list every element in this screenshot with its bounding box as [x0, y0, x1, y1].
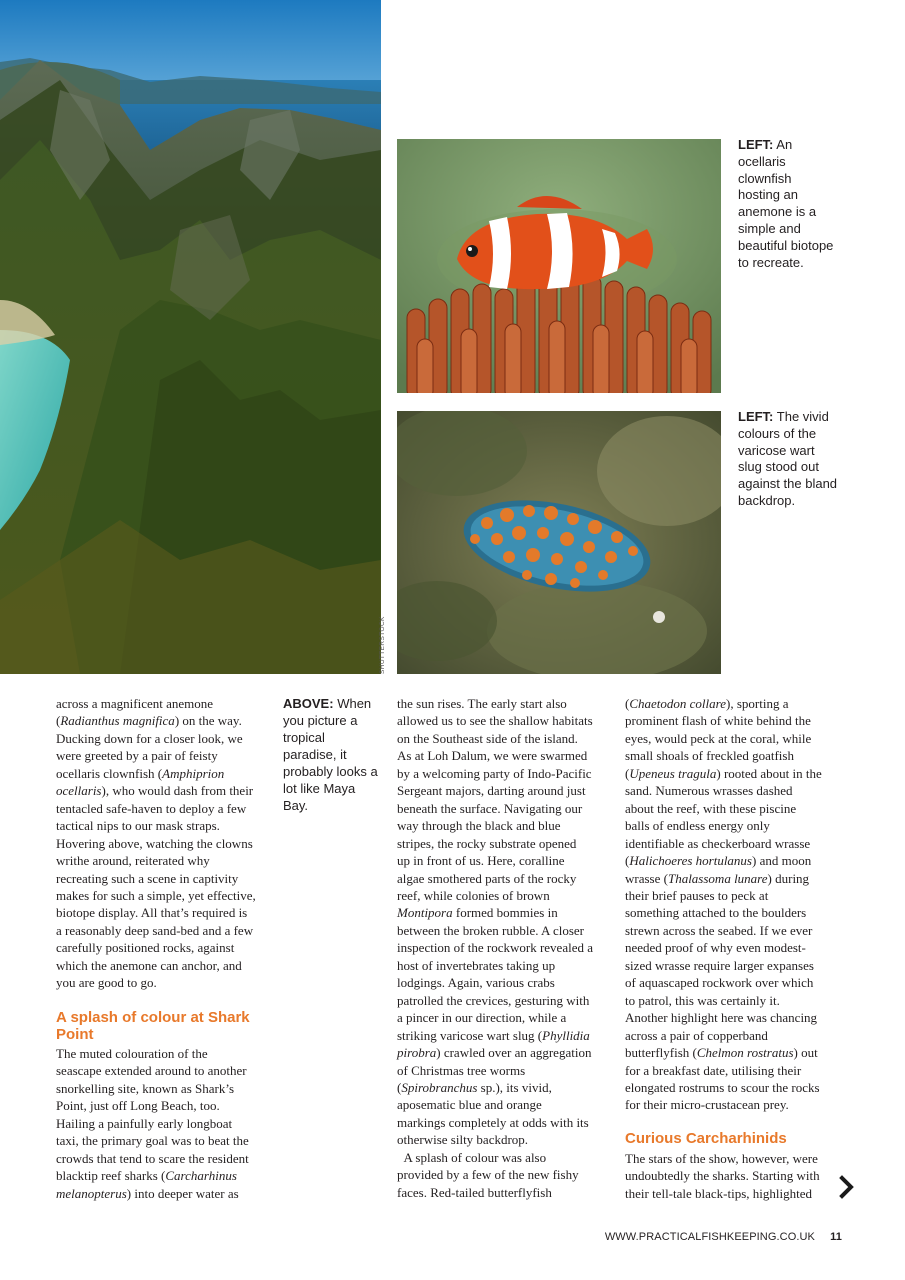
clownfish-photo — [397, 139, 721, 393]
above-caption — [283, 695, 379, 814]
subheading-carcharhinids: Curious Carcharhinids — [625, 1130, 787, 1147]
body-column-1 — [56, 695, 270, 992]
page-footer — [605, 1231, 842, 1243]
body-column-3 — [397, 695, 611, 1201]
chevron-right-icon — [838, 1175, 856, 1199]
body-paragraph: the sun rises. The early start also allowed us to see the shallow habitats on the Southeast side of the island. As at Loh Dalum, we were swarmed by a welcoming party of Indo-Pacific Sergeant majors, darting around just beneath the surface. Navigating our way through the black and blue stripes, the rocky substrate opened up in front of us. Here, coralline algae smothered parts of the rocky reef, while colonies of brown Montipora formed bommies in between the broken rubble. A closer inspection of the rockwork revealed a host of invertebrates taking up lodgings. Again, various crabs patrolled the crevices, gesturing with a pincer in our direction, while a striking varicose wart slug (Phyllidia pirobra) crawled over an aggregation of Christmas tree worms (Spirobranchus sp.), its vivid, aposematic blue and orange markings completely at odds with its otherwise silty backdrop. A splash of colour was also provided by a few of the new fishy faces. Red-tailed butterflyfish — [397, 696, 594, 1200]
body-paragraph: (Chaetodon collare), sporting a prominent flash of white behind the eyes, would peck at the coral, while small shoals of freckled goatfish (Upeneus tragula) rooted about in the sand. Numerous wrasses dashed about the reef, with these piscine balls of endless energy only identifiable as checkerboard wrasse (Halichoeres hortulanus) and moon wrasse (Thalassoma lunare) during their brief pauses to peck at something attached to the boulders strewn across the seabed. If we ever needed proof of why even modest- sized wrasse require larger expanses of aquascaped rockwork over which to patrol, this was certainly it. Another highlight here was chancing across a pair of copperband butterflyfish (Chelmon rostratus) out for a breakfast date, utilising their elongated rostrums to scour the rocks for their micro-crustacean prey. — [625, 696, 822, 1113]
body-column-1-continued — [56, 1045, 270, 1202]
page-number: 11 — [830, 1231, 842, 1243]
body-column-4 — [625, 695, 839, 1114]
subheading-shark-point: A splash of colour at Shark Point — [56, 1009, 250, 1043]
maya-bay-aerial-photo — [0, 0, 381, 674]
wart-slug-caption — [738, 409, 838, 510]
body-paragraph: across a magnificent anemone (Radianthus magnifica) on the way. Ducking down for a closer look, we were greeted by a pair of feisty ocellaris clownfish (Amphiprion ocellaris), who would dash from their tentacled safe-haven to deploy a few tactical nips to our mask straps. Hovering above, watching the clowns writhe around, reiterated why recreating such a scene in captivity makes for such a simple, yet effective, biotope display. All that’s required is a reasonably deep sand-bed and a few carefully positioned rocks, against which the anemone can anchor, and you are good to go. — [56, 696, 256, 991]
wart-slug-photo — [397, 411, 721, 674]
body-paragraph: The muted colouration of the seascape extended around to another snorkelling site, known as Shark’s Point, just off Long Beach, too. Hailing a painfully early longboat taxi, the primary goal was to beat the crowds that tend to scare the resident blacktip reef sharks (Carcharhinus melanopterus) into deeper water as — [56, 1046, 249, 1201]
body-column-4-continued — [625, 1150, 839, 1202]
photo-credit: SHUTTERSTOCK — [379, 616, 386, 674]
caption-label: ABOVE: — [283, 696, 334, 711]
body-paragraph: The stars of the show, however, were undoubtedly the sharks. Starting with their tell-tale black-tips, highlighted — [625, 1151, 820, 1201]
footer-url: WWW.PRACTICALFISHKEEPING.CO.UK — [604, 1231, 815, 1243]
caption-text: When you picture a tropical paradise, it probably looks a lot like Maya Bay. — [283, 696, 378, 813]
caption-text: The vivid colours of the varicose wart slug stood out against the bland backdrop. — [738, 409, 838, 508]
clownfish-caption — [738, 137, 836, 271]
caption-text: An ocellaris clownfish hosting an anemone is a simple and beautiful biotope to recreate. — [738, 137, 834, 270]
caption-label: LEFT: — [738, 409, 774, 424]
caption-label: LEFT: — [738, 137, 774, 152]
